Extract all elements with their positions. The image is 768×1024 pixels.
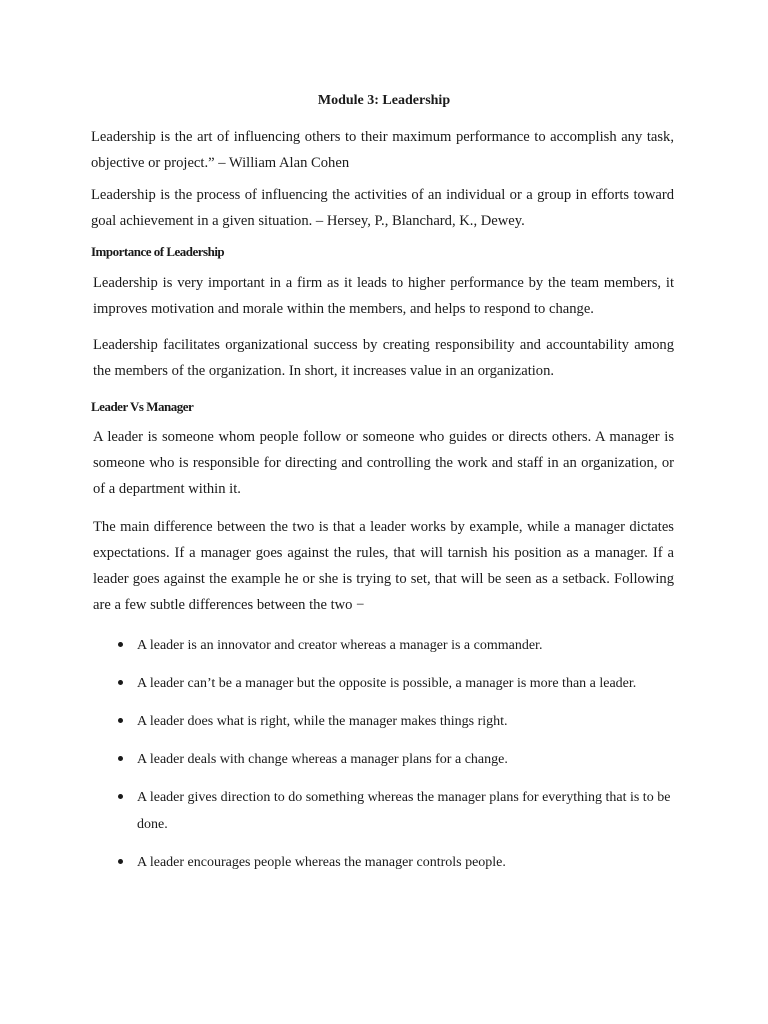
list-item: A leader is an innovator and creator whereas a manager is a commander.: [118, 632, 678, 659]
list-item: A leader encourages people whereas the manager controls people.: [118, 849, 678, 876]
list-item: A leader does what is right, while the manager makes things right.: [118, 708, 678, 735]
leader-vs-manager-paragraph-2: The main difference between the two is that a leader works by example, while a manager dictates expectations. If a manager goes against the rules, that will tarnish his position as a manager. If a leader goes against the example he or she is trying to set, that will be seen as a setback. Following are a few subtle differences between the two −: [93, 519, 674, 613]
list-item: A leader can’t be a manager but the opposite is possible, a manager is more than a leader.: [118, 670, 678, 697]
quote-cohen: Leadership is the art of influencing others to their maximum performance to accomplish any task, objective or project.” – William Alan Cohen: [91, 129, 674, 171]
bullet-icon: [118, 718, 123, 723]
differences-list: [118, 632, 678, 887]
bullet-icon: [118, 859, 123, 864]
heading-importance: Importance of Leadership: [91, 244, 225, 259]
bullet-icon: [118, 642, 123, 647]
list-item: A leader deals with change whereas a manager plans for a change.: [118, 746, 678, 773]
list-item: A leader gives direction to do something whereas the manager plans for everything that is to be done.: [118, 784, 678, 838]
bullet-icon: [118, 756, 123, 761]
importance-paragraph-1: Leadership is very important in a firm as it leads to higher performance by the team members, it improves motivation and morale within the members, and helps to respond to change.: [93, 275, 674, 317]
quote-hersey: Leadership is the process of influencing the activities of an individual or a group in efforts toward goal achievement in a given situation. – Hersey, P., Blanchard, K., Dewey.: [91, 187, 674, 229]
bullet-icon: [118, 680, 123, 685]
bullet-icon: [118, 794, 123, 799]
importance-paragraph-2: Leadership facilitates organizational success by creating responsibility and accountability among the members of the organization. In short, it increases value in an organization.: [93, 337, 674, 379]
heading-leader-vs-manager: Leader Vs Manager: [91, 399, 194, 414]
leader-vs-manager-paragraph-1: A leader is someone whom people follow or someone who guides or directs others. A manager is someone who is responsible for directing and controlling the work and staff in an organization, or of a department within it.: [93, 429, 674, 497]
page-title: Module 3: Leadership: [317, 93, 451, 108]
